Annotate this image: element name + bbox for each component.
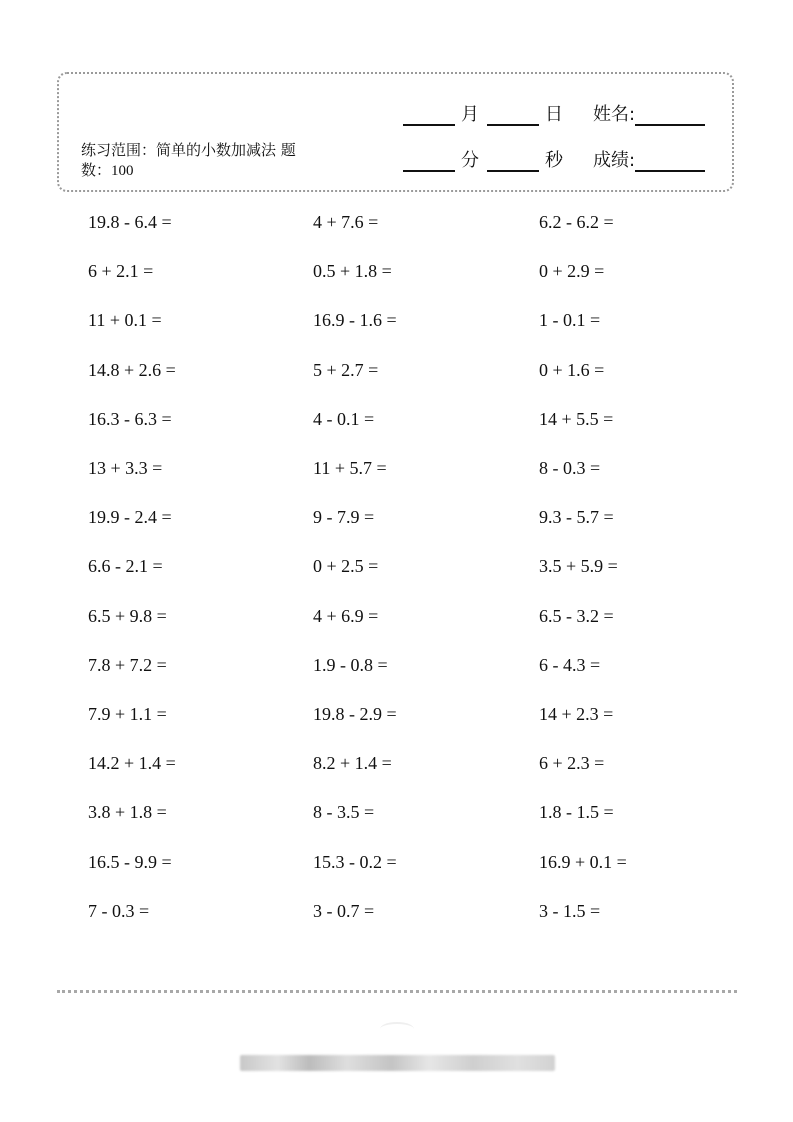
footer-divider bbox=[57, 990, 737, 993]
problem-item: 7 - 0.3 = bbox=[88, 900, 150, 921]
problem-item: 15.3 - 0.2 = bbox=[313, 851, 397, 872]
score-label: 成绩: bbox=[593, 150, 636, 171]
problem-item: 9.3 - 5.7 = bbox=[539, 507, 614, 528]
count-label: 题数： bbox=[81, 141, 296, 179]
problem-item: 11 + 5.7 = bbox=[313, 458, 387, 478]
problem-item: 14.2 + 1.4 = bbox=[88, 753, 176, 774]
name-label: 姓名: bbox=[593, 104, 636, 125]
problem-item: 3 - 1.5 = bbox=[539, 900, 601, 921]
problem-item: 0.5 + 1.8 = bbox=[313, 261, 392, 282]
problem-item: 19.8 - 6.4 = bbox=[88, 212, 172, 232]
problem-item: 8 - 3.5 = bbox=[313, 802, 375, 823]
problem-item: 5 + 2.7 = bbox=[313, 359, 379, 380]
problem-item: 1.8 - 1.5 = bbox=[539, 802, 614, 823]
problem-item: 7.9 + 1.1 = bbox=[88, 704, 167, 724]
problem-item: 19.8 - 2.9 = bbox=[313, 704, 397, 724]
problem-item: 4 - 0.1 = bbox=[313, 408, 375, 429]
problem-item: 6 + 2.1 = bbox=[88, 261, 154, 282]
problem-item: 0 + 2.5 = bbox=[313, 556, 379, 577]
problem-item: 6.2 - 6.2 = bbox=[539, 212, 614, 232]
problem-item: 16.5 - 9.9 = bbox=[88, 851, 172, 872]
problem-item: 6 - 4.3 = bbox=[539, 654, 601, 675]
problem-item: 6.5 - 3.2 = bbox=[539, 605, 614, 626]
problem-item: 3 - 0.7 = bbox=[313, 900, 375, 921]
blurred-footer-text bbox=[240, 1055, 555, 1071]
problem-item: 9 - 7.9 = bbox=[313, 507, 375, 528]
minute-label: 分 bbox=[461, 150, 479, 171]
range-label: 练习范围：简单的小数加减法 bbox=[81, 141, 277, 159]
problem-item: 4 + 7.6 = bbox=[313, 212, 379, 232]
problem-item: 6.6 - 2.1 = bbox=[88, 556, 163, 577]
problem-item: 16.9 + 0.1 = bbox=[539, 851, 627, 872]
problem-item: 11 + 0.1 = bbox=[88, 310, 162, 331]
problem-item: 3.8 + 1.8 = bbox=[88, 802, 167, 823]
problem-item: 0 + 2.9 = bbox=[539, 261, 605, 282]
month-label: 月 bbox=[461, 104, 479, 125]
problem-item: 6.5 + 9.8 = bbox=[88, 605, 167, 626]
problem-item: 1 - 0.1 = bbox=[539, 310, 601, 331]
problem-item: 7.8 + 7.2 = bbox=[88, 654, 167, 675]
count-value: 100 bbox=[111, 163, 134, 179]
problem-item: 6 + 2.3 = bbox=[539, 753, 605, 774]
day-label: 日 bbox=[545, 104, 563, 125]
problem-item: 1.9 - 0.8 = bbox=[313, 654, 388, 675]
problem-item: 16.9 - 1.6 = bbox=[313, 310, 397, 331]
problem-item: 14 + 5.5 = bbox=[539, 408, 614, 429]
problem-item: 8 - 0.3 = bbox=[539, 458, 601, 478]
problem-item: 0 + 1.6 = bbox=[539, 359, 605, 380]
blurred-mark bbox=[380, 1022, 414, 1036]
problem-item: 16.3 - 6.3 = bbox=[88, 408, 172, 429]
problem-item: 8.2 + 1.4 = bbox=[313, 753, 392, 774]
second-label: 秒 bbox=[545, 150, 563, 171]
problem-item: 13 + 3.3 = bbox=[88, 458, 163, 478]
problem-item: 14.8 + 2.6 = bbox=[88, 359, 176, 380]
problem-item: 19.9 - 2.4 = bbox=[88, 507, 172, 528]
problem-item: 4 + 6.9 = bbox=[313, 605, 379, 626]
problem-item: 14 + 2.3 = bbox=[539, 704, 614, 724]
problem-item: 3.5 + 5.9 = bbox=[539, 556, 618, 577]
